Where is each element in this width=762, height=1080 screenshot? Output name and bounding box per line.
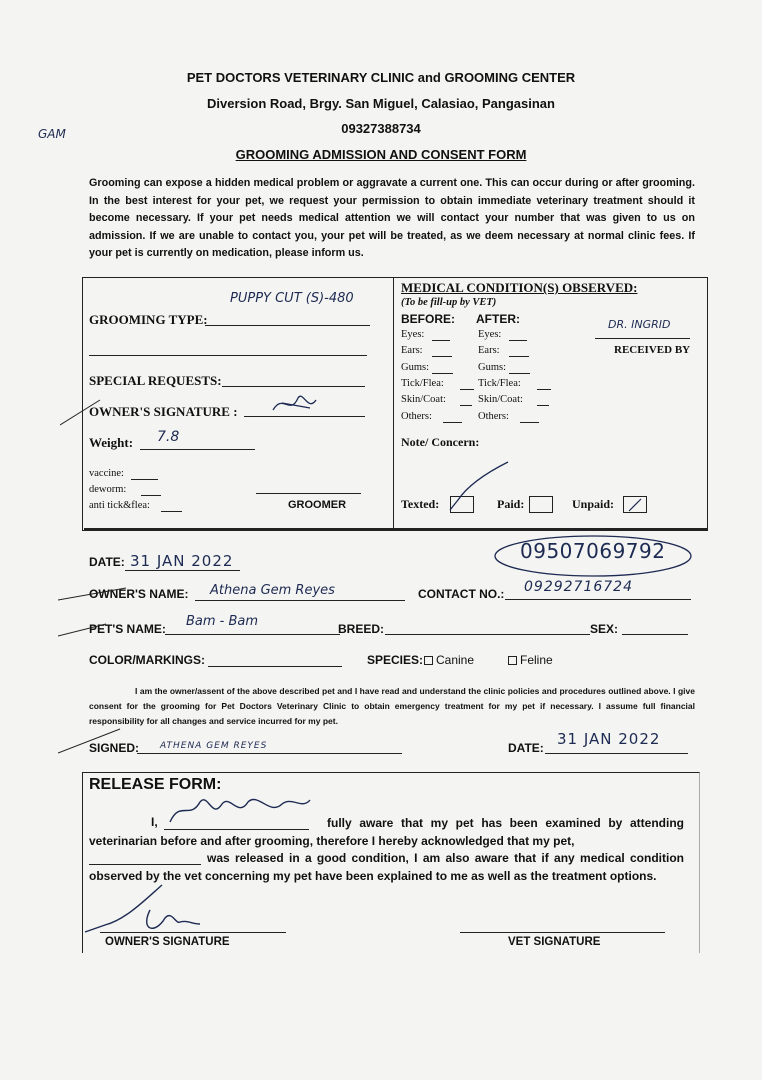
after-label: AFTER:	[476, 312, 520, 326]
deworm-line[interactable]	[141, 495, 161, 496]
after-row-label: Gums:	[478, 362, 507, 373]
consent-date-line[interactable]	[545, 753, 688, 754]
extra-phone: 09507069792	[520, 539, 666, 563]
color-markings-label: COLOR/MARKINGS:	[89, 653, 205, 667]
after-row-label: Skin/Coat:	[478, 394, 523, 405]
after-row-line[interactable]	[509, 373, 530, 374]
owner-signature-label: OWNER'S SIGNATURE :	[89, 404, 238, 419]
canine-checkbox[interactable]	[424, 656, 433, 665]
medical-title: MEDICAL CONDITION(S) OBSERVED:	[401, 280, 638, 295]
received-by-label: RECEIVED BY	[614, 344, 691, 356]
after-row-line[interactable]	[520, 422, 539, 423]
paid-label: Paid:	[497, 497, 525, 511]
vet-signature-label: VET SIGNATURE	[508, 936, 601, 948]
release-owner-scribble	[80, 880, 220, 940]
feline-label: Feline	[520, 653, 553, 667]
pet-name-value: Bam - Bam	[186, 614, 259, 629]
release-text-2: was released in a good condition, I am also aware that if any medical condition observed by the vet concerning my pet have been explained to me as well as the treatment options.	[89, 851, 684, 883]
release-title: RELEASE FORM:	[89, 776, 222, 793]
signed-line[interactable]	[137, 753, 402, 754]
before-row-line[interactable]	[432, 356, 452, 357]
groomer-line[interactable]	[256, 493, 361, 494]
before-row-line[interactable]	[432, 373, 453, 374]
margin-arrow-4	[58, 723, 123, 758]
grooming-type-label: GROOMING TYPE:	[89, 312, 208, 327]
color-markings-line[interactable]	[208, 666, 342, 667]
release-i-label: I,	[151, 815, 158, 829]
vet-signature-line[interactable]	[460, 932, 665, 933]
received-by-line[interactable]	[595, 338, 690, 339]
contact-value: 09292716724	[524, 579, 633, 595]
texted-label: Texted:	[401, 497, 440, 511]
after-row-label: Tick/Flea:	[478, 378, 521, 389]
clinic-address: Diversion Road, Brgy. San Miguel, Calasiao, Pangasinan	[207, 96, 555, 111]
weight-line[interactable]	[140, 449, 255, 450]
before-row-line[interactable]	[460, 405, 472, 406]
owner-name-value: Athena Gem Reyes	[210, 583, 335, 598]
consent-date-value: 31 JAN 2022	[557, 730, 661, 748]
after-row-label: Eyes:	[478, 329, 502, 340]
canine-label: Canine	[436, 653, 475, 667]
owner-release-signature-label: OWNER'S SIGNATURE	[105, 936, 230, 948]
grooming-type-value[interactable]: PUPPY CUT (S)-480	[230, 291, 354, 306]
after-row-label: Others:	[478, 411, 509, 422]
paid-checkbox[interactable]	[529, 496, 553, 513]
feline-checkbox[interactable]	[508, 656, 517, 665]
grooming-type-line-2	[89, 355, 367, 356]
after-row-line[interactable]	[509, 356, 529, 357]
breed-label: BREED:	[338, 622, 385, 636]
margin-arrow-1	[60, 395, 105, 430]
signed-value: ATHENA GEM REYES	[160, 741, 268, 751]
before-row-line[interactable]	[443, 422, 462, 423]
weight-value: 7.8	[157, 429, 180, 445]
margin-arrow-2	[58, 580, 128, 605]
before-row-label: Skin/Coat:	[401, 394, 446, 405]
weight-label: Weight:	[89, 435, 134, 450]
vaccine-label: vaccine:	[89, 468, 124, 479]
owner-name-line[interactable]	[195, 600, 405, 601]
note-concern-label: Note/ Concern:	[401, 435, 480, 449]
after-row-line[interactable]	[509, 340, 527, 341]
pet-name-line[interactable]	[165, 634, 340, 635]
unpaid-slash	[624, 497, 646, 513]
before-row-line[interactable]	[460, 389, 474, 390]
intro-paragraph: Grooming can expose a hidden medical problem or aggravate a current one. This can occur during or after grooming. In the best interest for your pet, we request your permission to obtain immediate veterinary treatment should it become necessary. If your pet needs medical attention we will contact your number that was given to us on admission. If we are unable to contact you, your pet will be treated, as we deem necessary at normal clinic fees. If your pet is currently on medication, please inform us.	[89, 177, 695, 260]
after-row-line[interactable]	[537, 405, 549, 406]
margin-note: GAM	[38, 127, 66, 141]
box-divider	[393, 278, 394, 530]
deworm-label: deworm:	[89, 484, 127, 495]
grooming-type-line	[205, 325, 370, 326]
sex-line[interactable]	[622, 634, 688, 635]
anti-tick-label: anti tick&flea:	[89, 500, 150, 511]
before-row-line[interactable]	[432, 340, 450, 341]
sex-label: SEX:	[590, 622, 619, 636]
form-title: GROOMING ADMISSION AND CONSENT FORM	[235, 147, 527, 162]
received-by-value: DR. INGRID	[608, 318, 671, 331]
breed-line[interactable]	[385, 634, 590, 635]
owner-release-signature-line[interactable]	[100, 932, 286, 933]
contact-line[interactable]	[505, 599, 691, 600]
date-label: DATE:	[89, 555, 125, 569]
unpaid-label: Unpaid:	[572, 497, 615, 511]
special-requests-label: SPECIAL REQUESTS:	[89, 373, 222, 388]
margin-arrow-3	[58, 618, 108, 640]
contact-label: CONTACT NO.:	[418, 587, 505, 601]
groomer-label: GROOMER	[288, 499, 347, 511]
clinic-name: PET DOCTORS VETERINARY CLINIC and GROOMING CENTER	[186, 70, 576, 85]
after-row-label: Ears:	[478, 345, 500, 356]
consent-date-label: DATE:	[508, 741, 544, 755]
after-row-line[interactable]	[537, 389, 551, 390]
before-row-label: Tick/Flea:	[401, 378, 444, 389]
clinic-phone: 09327388734	[341, 121, 421, 136]
owner-signature-scribble	[268, 388, 328, 418]
anti-tick-line[interactable]	[161, 511, 182, 512]
box-bottom-rule	[84, 528, 708, 530]
vaccine-line[interactable]	[131, 479, 158, 480]
pet-name-label: PET'S NAME:	[89, 622, 166, 636]
species-label: SPECIES:	[367, 653, 424, 667]
before-row-label: Eyes:	[401, 329, 425, 340]
release-text-1: fully aware that my pet has been examined by attending veterinarian before and after grooming, therefore I hereby acknowledged that my pet,	[89, 816, 684, 848]
before-row-label: Others:	[401, 411, 432, 422]
special-requests-line[interactable]	[222, 386, 365, 387]
signed-label: SIGNED:	[89, 741, 140, 755]
before-label: BEFORE:	[401, 312, 455, 326]
owner-name-label: OWNER'S NAME:	[89, 587, 189, 601]
date-line[interactable]	[125, 570, 240, 571]
before-row-label: Gums:	[401, 362, 430, 373]
consent-paragraph: I am the owner/assent of the above described pet and I have read and understand the clinic policies and procedures outlined above. I give consent for the grooming for Pet Doctors Veterinary Clinic to obtain emergency treatment for my pet if necessary. I assume full financial responsibility for all changes and service incurred for my pet.	[89, 686, 695, 726]
before-row-label: Ears:	[401, 345, 423, 356]
medical-subtitle: (To be fill-up by VET)	[401, 297, 497, 308]
date-value: 31 JAN 2022	[130, 552, 234, 570]
